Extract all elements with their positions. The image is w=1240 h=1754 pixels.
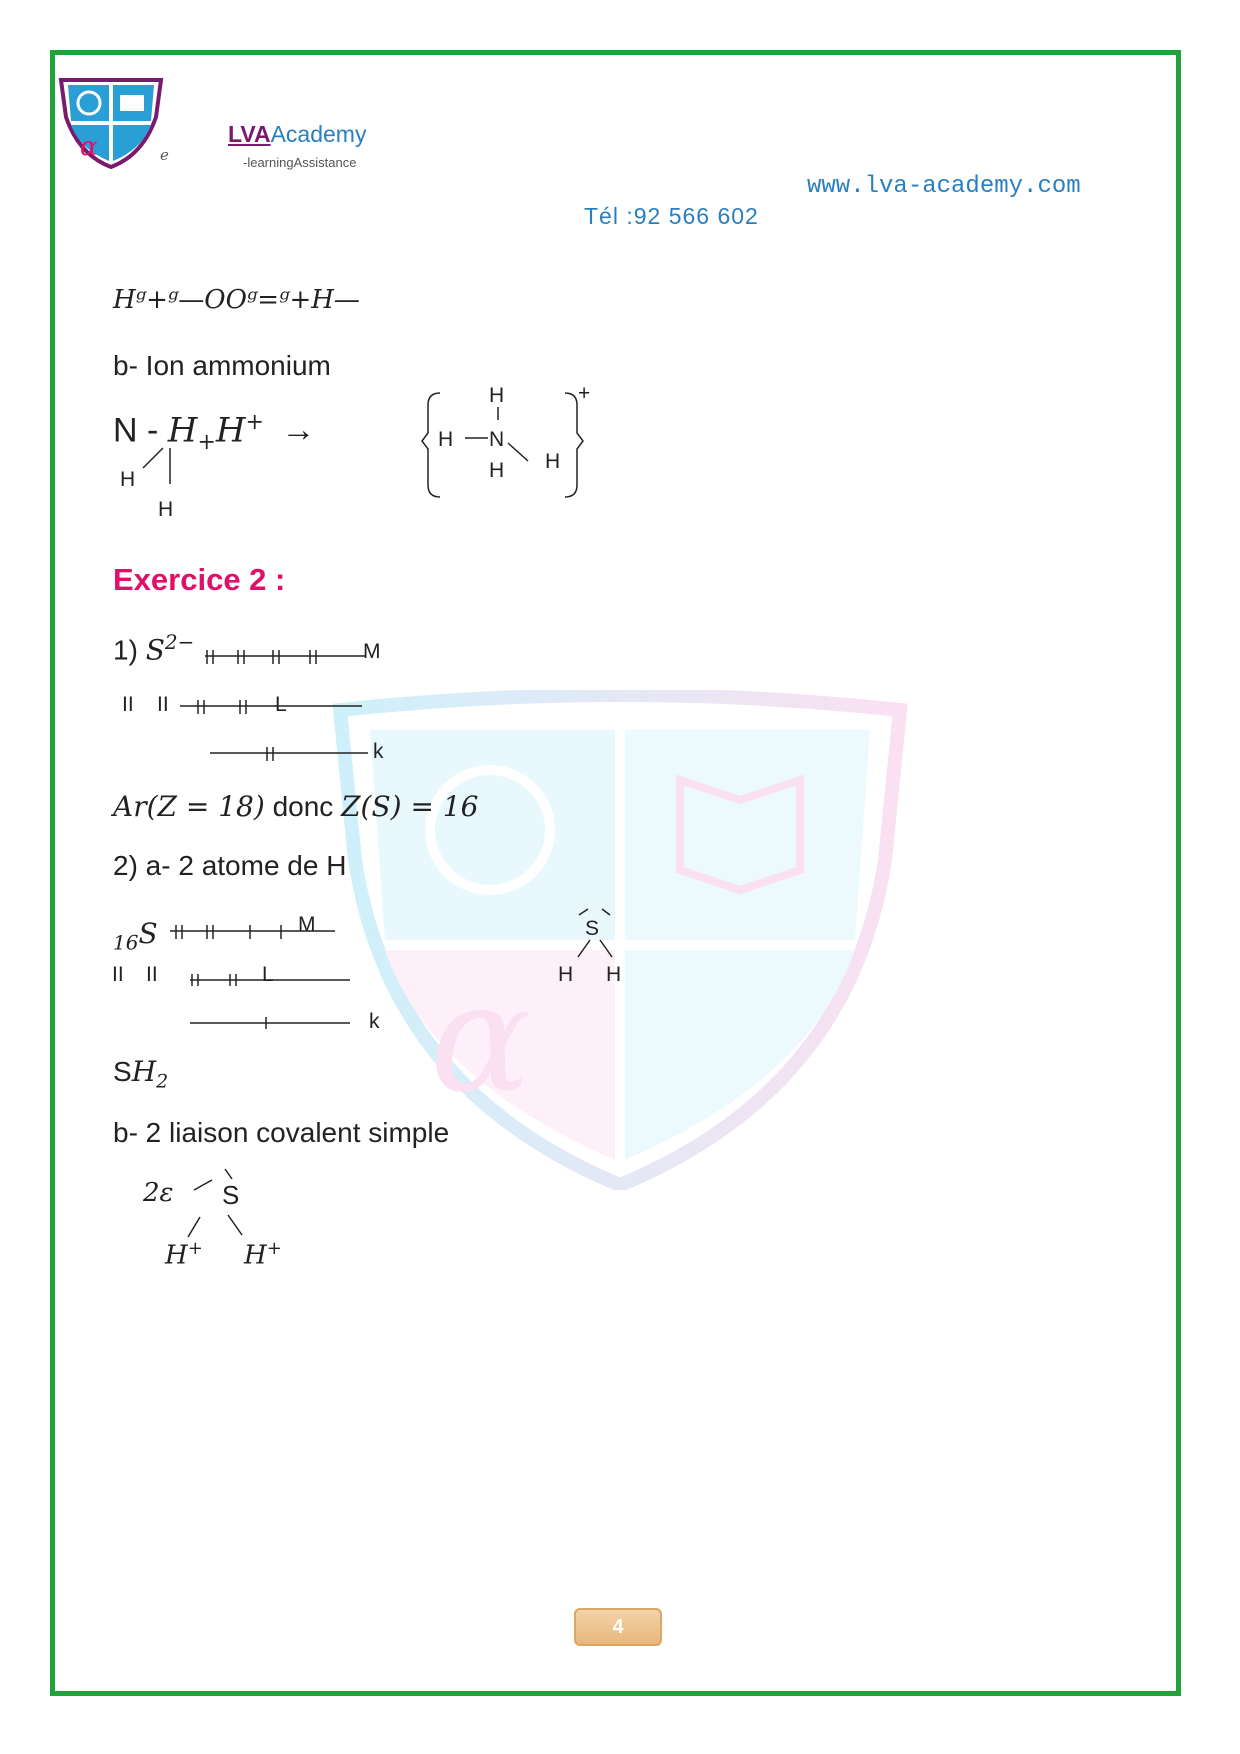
logo-e-mark: e bbox=[160, 146, 169, 164]
svg-text:α: α bbox=[430, 952, 532, 1126]
ammonia-h: H bbox=[167, 410, 198, 451]
page-number: 4 bbox=[574, 1608, 662, 1646]
pair-mark-4: II bbox=[146, 963, 158, 986]
sh2-s: S bbox=[113, 1056, 132, 1087]
shell-l: L bbox=[275, 693, 287, 716]
lva-logo bbox=[58, 77, 164, 169]
brand-lva: LVA bbox=[228, 121, 271, 147]
proton-plus: + bbox=[245, 410, 264, 435]
h2s-h-right: H bbox=[606, 963, 622, 986]
website-link[interactable]: www.lva-academy.com bbox=[807, 173, 1081, 200]
shell-k: k bbox=[373, 740, 384, 763]
ammonia-lhs-n: N - bbox=[113, 411, 168, 450]
ammonium-n: N bbox=[489, 428, 505, 451]
q1-ion: S bbox=[145, 633, 165, 667]
two-epsilon: 2ε bbox=[143, 1178, 174, 1208]
h-plus-right bbox=[244, 1238, 282, 1271]
pair-mark-2: II bbox=[157, 693, 169, 716]
ammonium-h-right: H bbox=[545, 450, 561, 473]
h-plus-left bbox=[165, 1238, 203, 1271]
s16-sub: 16 bbox=[113, 930, 139, 955]
electron-shells-s2 bbox=[110, 640, 390, 770]
shell-m-2: M bbox=[298, 913, 316, 936]
phone-number: Tél :92 566 602 bbox=[584, 203, 759, 229]
ammonium-h-bottom: H bbox=[489, 459, 505, 482]
brand-tagline: -learningAssistance bbox=[243, 155, 357, 170]
proton-h: H bbox=[215, 410, 246, 451]
sh2-formula bbox=[113, 1055, 168, 1093]
ammonium-h-left: H bbox=[438, 428, 454, 451]
section-b-title: b- Ion ammonium bbox=[113, 350, 331, 381]
ammonium-h-top: H bbox=[489, 384, 505, 407]
pair-mark-3: II bbox=[112, 963, 124, 986]
s16-symbol: S bbox=[138, 917, 158, 950]
donc-word: donc bbox=[264, 791, 342, 822]
svg-text:α: α bbox=[80, 132, 98, 162]
shell-k-2: k bbox=[369, 1010, 380, 1033]
z-s: Z(S) = 16 bbox=[341, 790, 479, 823]
plus-left: + bbox=[187, 1238, 203, 1259]
ammonia-h-bottom: H bbox=[158, 498, 174, 521]
sh2-sub: 2 bbox=[156, 1070, 169, 1093]
q1-prefix: 1) bbox=[113, 634, 138, 666]
brand-name bbox=[228, 121, 366, 148]
plus-right: + bbox=[266, 1238, 282, 1259]
equation-h2o2: Hᵍ+ᵍ—OOᵍ=ᵍ+H— bbox=[113, 285, 360, 315]
ammonia-sub: + bbox=[197, 430, 216, 456]
ammonium-charge: + bbox=[578, 382, 591, 405]
q2a-label: 2) a- 2 atome de H bbox=[113, 850, 347, 881]
h2s-s: S bbox=[585, 917, 600, 940]
ar-z-line bbox=[113, 790, 478, 823]
ammonia-h-left: H bbox=[120, 468, 136, 491]
bottom-s: S bbox=[222, 1180, 240, 1210]
reaction-arrow: → bbox=[281, 411, 316, 450]
h2s-h-left: H bbox=[558, 963, 574, 986]
shell-m: M bbox=[363, 640, 381, 663]
sh2-h: H bbox=[131, 1055, 157, 1088]
exercise-2-title: Exercice 2 : bbox=[113, 562, 286, 597]
ar-z: Ar(Z = 18) bbox=[113, 790, 265, 823]
h-left: H bbox=[165, 1240, 188, 1271]
brand-academy: Academy bbox=[270, 121, 367, 147]
pair-mark-1: II bbox=[122, 693, 134, 716]
q1-charge: 2− bbox=[164, 630, 195, 654]
q2b-label: b- 2 liaison covalent simple bbox=[113, 1117, 450, 1148]
h-right: H bbox=[244, 1240, 267, 1271]
shell-l-2: L bbox=[262, 963, 274, 986]
